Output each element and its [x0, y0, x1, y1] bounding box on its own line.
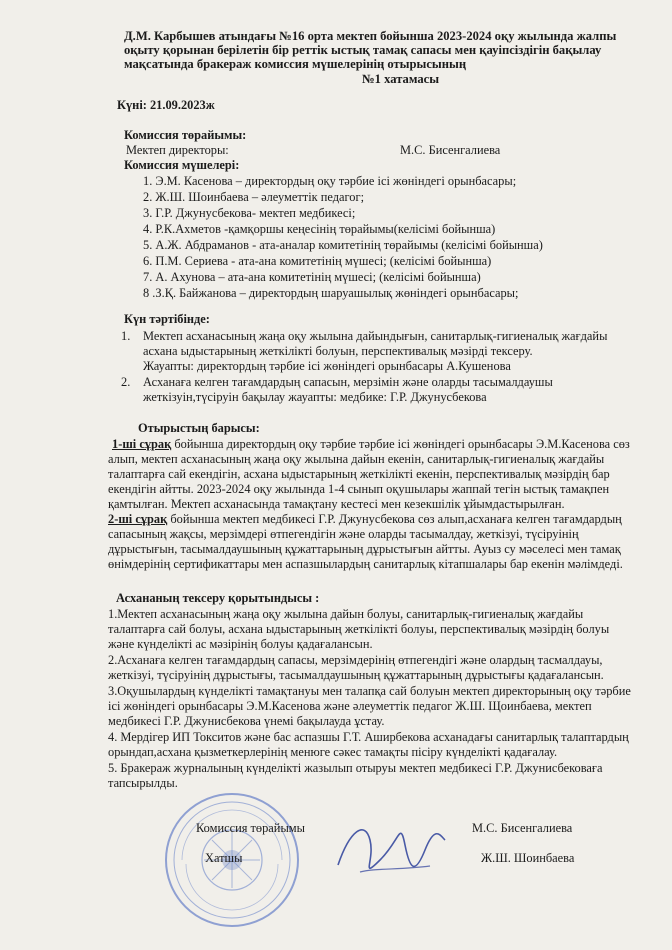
conclusion-line: 1.Мектеп асханасының жаңа оқу жылына дайын болуы, санитарлық-гигиеналық жағдайы	[108, 607, 584, 621]
question-2-text: өнімдерінің сертификаттары мен аспазшылардың санитарлық кітапшалары бар екенін мәлімдеді.	[108, 557, 623, 571]
conclusion-heading: Асхананың тексеру қорытындысы :	[116, 591, 320, 605]
member-item: 6. П.М. Сериева - ата-ана комитетінің мүшесі; (келісімі бойынша)	[143, 254, 492, 268]
question-1-text: талаптарға сай екендігін, асхана ыдыстарының жеткілікті екенін, перспективалық мәзірдің бар	[108, 467, 610, 481]
signature-chair-name: М.С. Бисенгалиева	[472, 821, 573, 835]
meeting-date: Күні: 21.09.2023ж	[117, 98, 215, 112]
chair-role: Мектеп директоры:	[126, 143, 229, 157]
conclusion-line: және күнделікті ас мәзірінің болуы қадағалансын.	[108, 637, 373, 651]
question-1-text: қамтылған. Мектеп асханасында тамақтану кестесі мен кезекшілік ұйымдастырылған.	[108, 497, 565, 511]
agenda-item-2-cont: жеткізуін,түсіруін бақылау жауапты: медбике: Г.Р. Джунусбекова	[143, 390, 487, 404]
conclusion-line: 5. Бракераж журналының күнделікті жазылып отыруы мектеп медбикесі Г.Р. Джунисбековаға	[108, 761, 603, 775]
agenda-item-1-resp: Жауапты: директордың тәрбие ісі жөніндегі орынбасары А.Кушенова	[143, 359, 511, 373]
conclusion-line: 2.Асханаға келген тағамдардың сапасы, мерзімдерінің өтпегендігі және олардың тасмалдауы,	[108, 653, 603, 667]
signature-secretary-name: Ж.Ш. Шоинбаева	[481, 851, 575, 865]
member-item: 8 .З.Қ. Байжанова – директордың шаруашылық жөніндегі орынбасары;	[143, 286, 519, 300]
signature-chair-label: Комиссия төрайымы	[196, 821, 305, 835]
title-line-2: оқыту қорынан берілетін бір реттік ыстық тамақ сапасы мен қауіпсіздігін бақылау	[124, 43, 602, 57]
conclusion-line: 3.Оқушылардың күнделікті тамақтануы мен талапқа сай болуын мектеп директорының оқу тәрбие	[108, 684, 631, 698]
proceedings-heading: Отырыстың барысы:	[138, 421, 260, 435]
question-1-text: екендігін айтты. 2023-2024 оқу жылында 1-4 сынып оқушылары жаппай тегін ыстық тамақпен	[108, 482, 610, 496]
conclusion-line: орындап,асхана қызметкерлерінің менюге сәкес тамақты пісіру күнделікті қадағалау.	[108, 745, 558, 759]
question-1-text: бойынша директордың оқу тәрбие тәрбие ісі жөніндегі орынбасары Э.М.Касенова сөз	[171, 437, 630, 451]
agenda-item-1-cont: асхана ыдыстарының жеткілікті болуын, перспективалық мәзірді тексеру.	[143, 344, 533, 358]
signature-icon	[330, 810, 450, 890]
member-item: 7. А. Ахунова – ата-ана комитетінің мүшесі; (келісімі бойынша)	[143, 270, 481, 284]
agenda-number: 1.	[121, 329, 131, 343]
chair-name: М.С. Бисенгалиева	[400, 143, 501, 157]
question-2-text: бойынша мектеп медбикесі Г.Р. Джунусбекова сөз алып,асханаға келген тағамдардың	[167, 512, 622, 526]
member-item: 3. Г.Р. Джунусбекова- мектеп медбикесі;	[143, 206, 356, 220]
members-heading: Комиссия мүшелері:	[124, 158, 240, 172]
question-2-line	[108, 512, 622, 526]
agenda-item-1: Мектеп асханасының жаңа оқу жылына дайындығын, санитарлық-гигиеналық жағдайы	[143, 329, 608, 343]
conclusion-line: тапсырылды.	[108, 776, 178, 790]
member-item: 1. Э.М. Касенова – директордың оқу тәрбие ісі жөніндегі орынбасары;	[143, 174, 517, 188]
question-1-text: алып, мектеп асханасының жаңа оқу жылына дайын екенін, санитарлық-гигиеналық жағдайы	[108, 452, 605, 466]
question-2-text: дұрыстығын, тасымалдаушының құжаттарының дұрыстығын айтты. Ауыз су мәселесі мен тамақ	[108, 542, 621, 556]
title-line-1: Д.М. Карбышев атындағы №16 орта мектеп бойынша 2023-2024 оқу жылында жалпы	[124, 29, 617, 43]
signature-secretary-label: Хатшы	[205, 851, 243, 865]
title-line-3: мақсатында бракераж комиссия мүшелерінің отырысының	[124, 57, 467, 71]
conclusion-line: жеткізуі, түсіруінің дұрыстығы, тасымалдаушының құжаттарының дұрыстығы қадағалансын.	[108, 668, 604, 682]
conclusion-line: медбикесі Г.Р. Джунисбекова үнемі бақылауда ұстау.	[108, 714, 385, 728]
agenda-item-2: Асханаға келген тағамдардың сапасын, мерзімін және оларды тасымалдаушы	[143, 375, 553, 389]
question-1-label: 1-ші сұрақ	[112, 437, 172, 451]
conclusion-line: 4. Мердігер ИП Токситов және бас аспазшы Г.Т. Аширбекова асханадағы санитарлық талаптардың	[108, 730, 629, 744]
member-item: 2. Ж.Ш. Шоинбаева – әлеуметтік педагог;	[143, 190, 365, 204]
member-item: 5. А.Ж. Абдраманов - ата-аналар комитетінің төрайымы (келісімі бойынша)	[143, 238, 543, 252]
title-line-4: №1 хатамасы	[362, 72, 440, 86]
agenda-heading: Күн тәртібінде:	[124, 312, 210, 326]
member-item: 4. Р.К.Ахметов -қамқоршы кеңесінің төрайымы(келісімі бойынша)	[143, 222, 496, 236]
agenda-number: 2.	[121, 375, 131, 389]
chair-heading: Комиссия төрайымы:	[124, 128, 247, 142]
question-1-line	[112, 437, 630, 451]
conclusion-line: ісі жөніндегі орынбасары Э.М.Касенова және әлеуметтік педагог Ж.Ш. Щоинбаева, мектеп	[108, 699, 592, 713]
question-2-label: 2-ші сұрақ	[108, 512, 168, 526]
question-2-text: сапасының жақсы, мерзімдері өтпегендігін және оларды тасымалдау, жеткізуі, түсіруінің	[108, 527, 579, 541]
conclusion-line: талаптарға сай болуы, асхана ыдыстарының жеткілікті болуы, перспективалық мәзірдің болуы	[108, 622, 610, 636]
